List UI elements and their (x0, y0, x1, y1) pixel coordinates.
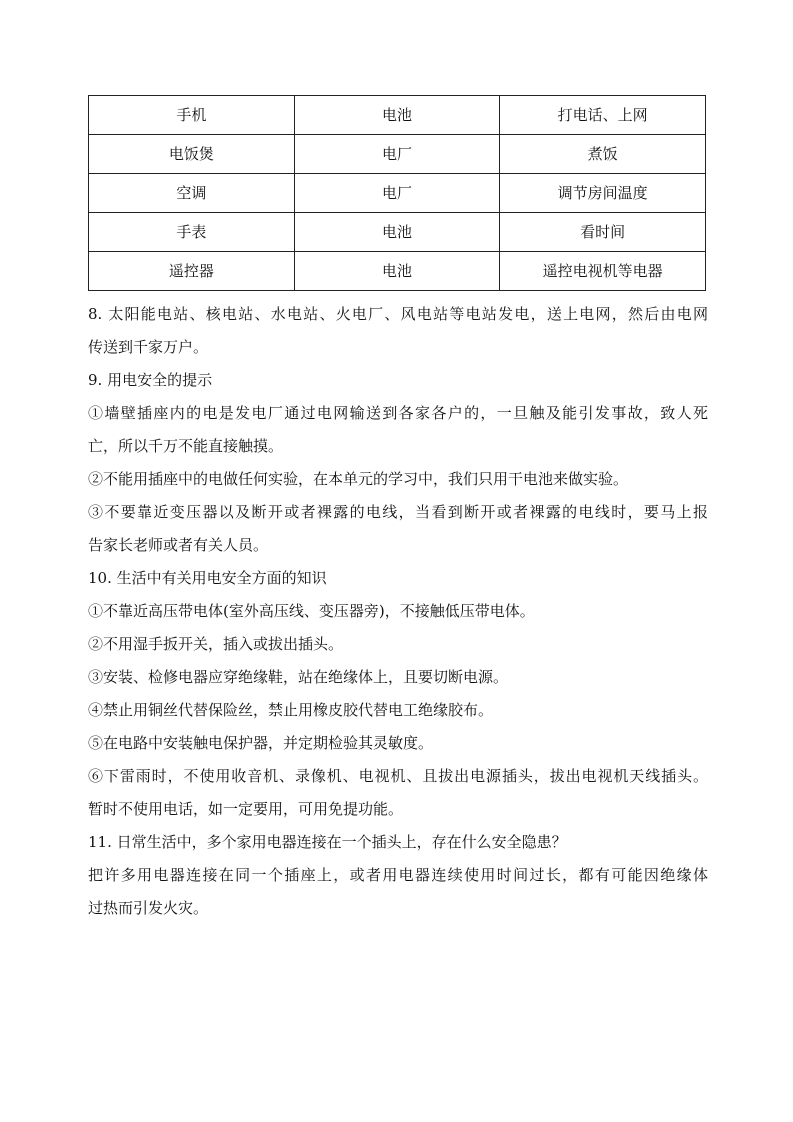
paragraph-9-item-3-line-1: ③不要靠近变压器以及断开或者裸露的电线，当看到断开或者裸露的电线时，要马上报 (88, 503, 708, 521)
table-row (89, 96, 706, 135)
answer-11-line-2: 过热而引发火灾。 (88, 899, 209, 917)
paragraph-10-item-3: ③安装、检修电器应穿绝缘鞋，站在绝缘体上，且要切断电源。 (88, 668, 509, 686)
paragraph-9-item-1-line-1: ①墙壁插座内的电是发电厂通过电网输送到各家各户的，一旦触及能引发事故，致人死 (88, 404, 708, 422)
table-row (89, 252, 706, 291)
table-row (89, 174, 706, 213)
question-11: 11. 日常生活中，多个家用电器连接在一个插头上，存在什么安全隐患？ (88, 833, 567, 851)
table-cell-appliance: 电饭煲 (89, 135, 295, 174)
answer-11-line-1: 把许多用电器连接在同一个插座上，或者用电器连续使用时间过长，都有可能因绝缘体 (88, 866, 708, 884)
appliance-power-table (88, 95, 706, 291)
table-cell-power-source: 电厂 (294, 135, 500, 174)
table-cell-function: 煮饭 (500, 135, 706, 174)
paragraph-9-item-2: ②不能用插座中的电做任何实验，在本单元的学习中，我们只用干电池来做实验。 (88, 470, 629, 488)
paragraph-10-item-6-line-2: 暂时不使用电话，如一定要用，可用免提功能。 (88, 800, 404, 818)
section-9-heading: 9. 用电安全的提示 (88, 371, 213, 389)
paragraph-9-item-1-line-2: 亡，所以千万不能直接触摸。 (88, 437, 284, 455)
table-row (89, 135, 706, 174)
table-cell-appliance: 手表 (89, 213, 295, 252)
table-cell-function: 打电话、上网 (500, 96, 706, 135)
table-cell-power-source: 电池 (294, 213, 500, 252)
section-10-heading: 10. 生活中有关用电安全方面的知识 (88, 569, 327, 587)
table-cell-function: 看时间 (500, 213, 706, 252)
table-cell-function: 遥控电视机等电器 (500, 252, 706, 291)
document-body (88, 298, 708, 925)
table-cell-appliance: 空调 (89, 174, 295, 213)
table-cell-appliance: 遥控器 (89, 252, 295, 291)
table-row (89, 213, 706, 252)
paragraph-8-line-1: 8. 太阳能电站、核电站、水电站、火电厂、风电站等电站发电，送上电网，然后由电网 (88, 305, 708, 323)
table-cell-power-source: 电池 (294, 96, 500, 135)
paragraph-8-line-2: 传送到千家万户。 (88, 338, 209, 356)
paragraph-10-item-2: ②不用湿手扳开关，插入或拔出插头。 (88, 635, 344, 653)
paragraph-10-item-6-line-1: ⑥下雷雨时，不使用收音机、录像机、电视机、且拔出电源插头，拔出电视机天线插头。 (88, 767, 708, 785)
paragraph-10-item-1: ①不靠近高压带电体(室外高压线、变压器旁)，不接触低压带电体。 (88, 602, 535, 620)
table-cell-power-source: 电池 (294, 252, 500, 291)
table-cell-appliance: 手机 (89, 96, 295, 135)
paragraph-9-item-3-line-2: 告家长老师或者有关人员。 (88, 536, 269, 554)
table-cell-function: 调节房间温度 (500, 174, 706, 213)
paragraph-10-item-5: ⑤在电路中安装触电保护器，并定期检验其灵敏度。 (88, 734, 434, 752)
table-cell-power-source: 电厂 (294, 174, 500, 213)
paragraph-10-item-4: ④禁止用铜丝代替保险丝，禁止用橡皮胶代替电工绝缘胶布。 (88, 701, 494, 719)
